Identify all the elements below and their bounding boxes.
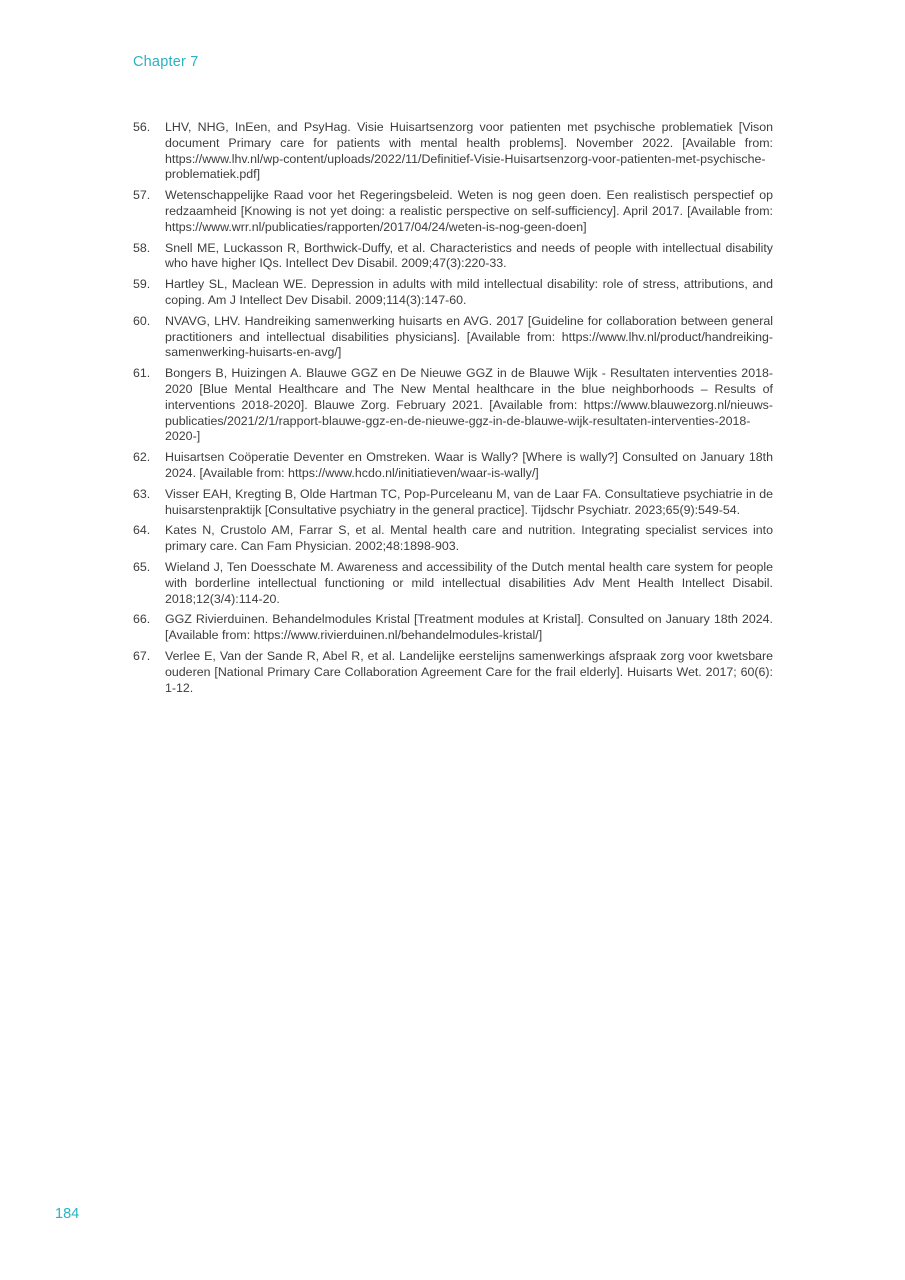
reference-number: 64.: [133, 523, 151, 538]
reference-text: Hartley SL, Maclean WE. Depression in adults with mild intellectual disability: role of stress, attributions, and coping. Am J Intellect Dev Disabil. 2009;114(3):147-60.: [165, 277, 773, 307]
reference-number: 65.: [133, 559, 151, 574]
reference-text: Verlee E, Van der Sande R, Abel R, et al. Landelijke eerstelijns samenwerkings afspraak zorg voor kwetsbare ouderen [National Primary Care Collaboration Agreement Care for the frail elderly]. Huisarts Wet. 2017; 60(6): 1-12.: [165, 648, 773, 695]
reference-number: 63.: [133, 486, 151, 501]
reference-item: [133, 649, 773, 696]
reference-text: NVAVG, LHV. Handreiking samenwerking huisarts en AVG. 2017 [Guideline for collaboration between general practitioners and intellectual disabilities physicians]. [Available from: https://www.lhv.nl/product/handreiking-samenwerking-huisarts-en-avg/]: [165, 313, 773, 360]
reference-item: [133, 366, 773, 445]
reference-item: [133, 487, 773, 519]
reference-number: 67.: [133, 648, 151, 663]
chapter-heading: Chapter 7: [133, 54, 199, 70]
reference-number: 62.: [133, 450, 151, 465]
reference-number: 66.: [133, 612, 151, 627]
reference-list: [133, 120, 773, 701]
page-number: 184: [55, 1206, 80, 1222]
reference-text: Bongers B, Huizingen A. Blauwe GGZ en De Nieuwe GGZ in de Blauwe Wijk - Resultaten interventies 2018-2020 [Blue Mental Healthcare and The New Mental healthcare in the blue neighborhoods – Results of interventions 2018-2020]. Blauwe Zorg. February 2021. [Available from: https://www.blauwezorg.nl/nieuws-publicaties/2021/2/1/rapport-blauwe-ggz-en-de-nieuwe-ggz-in-de-blauwe-wijk-resultaten-interventies-2018-2020-]: [165, 366, 773, 444]
reference-text: Kates N, Crustolo AM, Farrar S, et al. Mental health care and nutrition. Integrating specialist services into primary care. Can Fam Physician. 2002;48:1898-903.: [165, 523, 773, 554]
reference-text: Snell ME, Luckasson R, Borthwick-Duffy, et al. Characteristics and needs of people with intellectual disability who have higher IQs. Intellect Dev Disabil. 2009;47(3):220-33.: [165, 240, 773, 271]
reference-item: [133, 523, 773, 555]
reference-number: 60.: [133, 313, 151, 328]
reference-text: GGZ Rivierduinen. Behandelmodules Kristal [Treatment modules at Kristal]. Consulted on January 18th 2024. [Available from: https://www.rivierduinen.nl/behandelmodules-kristal/]: [165, 612, 773, 643]
reference-item: [133, 277, 773, 309]
reference-item: [133, 314, 773, 361]
reference-text: Wieland J, Ten Doesschate M. Awareness and accessibility of the Dutch mental health care system for people with borderline intellectual functioning or mild intellectual disabilities Adv Ment Health Intellect Disabil. 2018;12(3/4):114-20.: [165, 559, 773, 606]
reference-number: 56.: [133, 120, 151, 134]
reference-number: 57.: [133, 188, 151, 203]
reference-item: [133, 241, 773, 273]
reference-text: Wetenschappelijke Raad voor het Regeringsbeleid. Weten is nog geen doen. Een realistisch perspectief op redzaamheid [Knowing is not yet doing: a realistic perspective on self-sufficiency]. April 2017. [Available from: https://www.wrr.nl/publicaties/rapporten/2017/04/24/weten-is-nog-geen-doen]: [165, 188, 773, 234]
reference-item: [133, 560, 773, 607]
reference-number: 58.: [133, 240, 151, 255]
reference-item: [133, 188, 773, 235]
reference-text: Huisartsen Coöperatie Deventer en Omstreken. Waar is Wally? [Where is wally?] Consulted on January 18th 2024. [Available from: https://www.hcdo.nl/initiatieven/waar-is-wally/]: [165, 450, 773, 480]
reference-text: Visser EAH, Kregting B, Olde Hartman TC, Pop-Purceleanu M, van de Laar FA. Consultatieve psychiatrie in de huisarstenpraktijk [Consultative psychiatry in the general practice]. Tijdschr Psychiatr. 2023;65(9):549-54.: [165, 486, 773, 517]
reference-number: 59.: [133, 277, 151, 292]
reference-number: 61.: [133, 366, 151, 381]
reference-item: [133, 612, 773, 644]
reference-item: [133, 120, 773, 183]
reference-item: [133, 450, 773, 482]
reference-text: LHV, NHG, InEen, and PsyHag. Visie Huisartsenzorg voor patienten met psychische problematiek [Vison document Primary care for patients with mental health problems]. November 2022. [Available from: https://www.lhv.nl/wp-content/uploads/2022/11/Definitief-Visie-Huisartsenzorg-voor-patienten-met-psychische-problematiek.pdf]: [165, 120, 773, 182]
